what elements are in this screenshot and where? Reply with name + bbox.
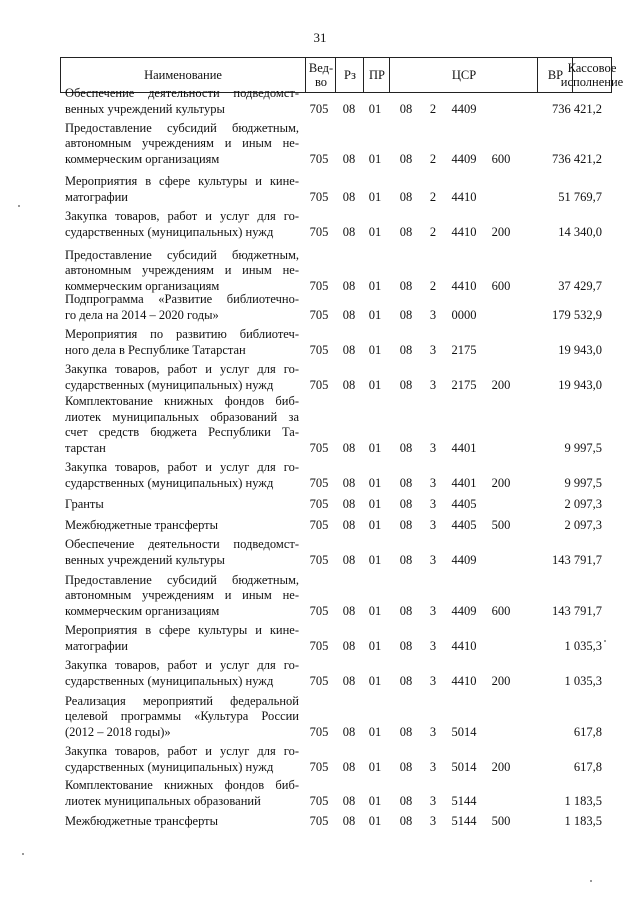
cell-rz: 08: [342, 793, 356, 808]
scan-speck: [590, 880, 592, 882]
cell-name: [65, 460, 299, 491]
cell-amount: 51 769,7: [558, 189, 602, 204]
cell-name: [65, 744, 299, 775]
cell-csr-subprogram: 2: [429, 224, 437, 239]
cell-vr: 200: [491, 759, 511, 774]
cell-csr-subprogram: 3: [429, 673, 437, 688]
cell-vedomstvo: 705: [309, 673, 329, 688]
cell-csr-code: 5014: [451, 759, 477, 774]
cell-name-line: коммерческим организациям: [65, 151, 220, 166]
cell-csr-code: 4409: [451, 151, 477, 166]
cell-csr-subprogram: 3: [429, 475, 437, 490]
cell-name-line: Обеспечение деятельности подведомст-: [65, 537, 299, 551]
cell-csr-program: 08: [399, 278, 413, 293]
cell-csr-subprogram: 3: [429, 517, 437, 532]
cell-name-line: венных учреждений культуры: [65, 552, 225, 567]
cell-vedomstvo: 705: [309, 440, 329, 455]
table-row: [0, 174, 640, 205]
cell-csr-subprogram: 3: [429, 552, 437, 567]
cell-name-line: коммерческим организациям: [65, 278, 220, 293]
cell-rz: 08: [342, 496, 356, 511]
cell-csr-code: 2175: [451, 342, 477, 357]
cell-name: [65, 778, 299, 809]
cell-vedomstvo: 705: [309, 496, 329, 511]
cell-amount: 736 421,2: [552, 101, 602, 116]
cell-vedomstvo: 705: [309, 307, 329, 322]
cell-csr-code: 4410: [451, 278, 477, 293]
cell-name: [65, 658, 299, 689]
cell-rz: 08: [342, 189, 356, 204]
cell-pr: 01: [368, 342, 382, 357]
cell-csr-code: 4401: [451, 440, 477, 455]
cell-name-line: ного дела в Республике Татарстан: [65, 342, 246, 357]
cell-name-line: тарстан: [65, 440, 106, 455]
cell-pr: 01: [368, 475, 382, 490]
table-row: [0, 572, 640, 619]
cell-csr-subprogram: 3: [429, 496, 437, 511]
cell-name-line: (2012 – 2018 годы)»: [65, 724, 171, 739]
cell-csr-program: 08: [399, 517, 413, 532]
table-row: [0, 460, 640, 491]
cell-name: [65, 86, 299, 117]
cell-csr-program: 08: [399, 151, 413, 166]
cell-name: [65, 362, 299, 393]
cell-csr-subprogram: 3: [429, 813, 437, 828]
cell-name-line: Предоставление субсидий бюджетным,: [65, 247, 299, 262]
cell-pr: 01: [368, 759, 382, 774]
cell-vedomstvo: 705: [309, 603, 329, 618]
header-pr: ПР: [363, 58, 390, 92]
cell-name-line: сударственных (муниципальных) нужд: [65, 673, 274, 688]
cell-pr: 01: [368, 793, 382, 808]
cell-amount: 1 183,5: [564, 793, 602, 808]
cell-vr: 600: [491, 151, 511, 166]
cell-pr: 01: [368, 603, 382, 618]
cell-csr-code: 4409: [451, 552, 477, 567]
cell-name-line: Закупка товаров, работ и услуг для го-: [65, 209, 299, 223]
header-rz: Рз: [335, 58, 364, 92]
table-row: [0, 658, 640, 689]
cell-csr-subprogram: 2: [429, 189, 437, 204]
header-vedomstvo: Вед- во: [305, 58, 336, 92]
cell-vedomstvo: 705: [309, 813, 329, 828]
cell-pr: 01: [368, 552, 382, 567]
cell-amount: 617,8: [573, 724, 602, 739]
cell-vedomstvo: 705: [309, 278, 329, 293]
cell-pr: 01: [368, 377, 382, 392]
cell-name-line: сударственных (муниципальных) нужд: [65, 224, 274, 239]
cell-name-line: автономным учреждениям и иным не-: [65, 136, 299, 150]
cell-csr-program: 08: [399, 307, 413, 322]
cell-name: [65, 327, 299, 358]
page-number: 31: [313, 30, 327, 45]
cell-rz: 08: [342, 440, 356, 455]
cell-vr: 200: [491, 673, 511, 688]
header-name: Наименование: [144, 68, 222, 82]
cell-csr-program: 08: [399, 793, 413, 808]
table-row: [0, 209, 640, 240]
cell-rz: 08: [342, 673, 356, 688]
cell-rz: 08: [342, 342, 356, 357]
table-row: [0, 623, 640, 654]
cell-csr-code: 2175: [451, 377, 477, 392]
cell-name-line: матографии: [65, 189, 129, 204]
cell-name-line: венных учреждений культуры: [65, 101, 225, 116]
cell-vedomstvo: 705: [309, 189, 329, 204]
cell-name: [65, 121, 299, 168]
header-vr: ВР: [537, 58, 573, 92]
scan-speck: [22, 853, 24, 855]
table-row: [0, 362, 640, 393]
cell-name-line: Межбюджетные трансферты: [65, 517, 219, 532]
cell-pr: 01: [368, 638, 382, 653]
table-row: [0, 120, 640, 167]
cell-pr: 01: [368, 813, 382, 828]
table-row: [0, 813, 640, 829]
cell-name: [65, 248, 299, 295]
cell-vedomstvo: 705: [309, 101, 329, 116]
cell-vr: 500: [491, 813, 511, 828]
cell-csr-program: 08: [399, 673, 413, 688]
cell-vedomstvo: 705: [309, 224, 329, 239]
cell-name-line: Закупка товаров, работ и услуг для го-: [65, 460, 299, 474]
cell-csr-subprogram: 3: [429, 307, 437, 322]
cell-name-line: го дела на 2014 – 2020 годы»: [65, 307, 219, 322]
cell-name: [65, 623, 299, 654]
cell-csr-subprogram: 3: [429, 377, 437, 392]
cell-name-line: Предоставление субсидий бюджетным,: [65, 572, 299, 587]
cell-name: [65, 573, 299, 620]
cell-pr: 01: [368, 307, 382, 322]
cell-amount: 143 791,7: [552, 552, 602, 567]
cell-name: [65, 537, 299, 568]
cell-vr: 200: [491, 475, 511, 490]
cell-csr-subprogram: 3: [429, 759, 437, 774]
cell-csr-code: 4410: [451, 638, 477, 653]
cell-name-line: Обеспечение деятельности подведомст-: [65, 86, 299, 100]
cell-name-line: Мероприятия в сфере культуры и кине-: [65, 174, 299, 188]
cell-name: [65, 497, 299, 513]
cell-name-line: счет средств бюджета Республики Та-: [65, 425, 299, 439]
cell-name-line: коммерческим организациям: [65, 603, 220, 618]
cell-amount: 2 097,3: [564, 517, 602, 532]
cell-amount: 19 943,0: [558, 342, 602, 357]
cell-csr-subprogram: 3: [429, 724, 437, 739]
cell-rz: 08: [342, 552, 356, 567]
table-row: [0, 693, 640, 740]
cell-csr-subprogram: 3: [429, 342, 437, 357]
cell-pr: 01: [368, 189, 382, 204]
cell-vedomstvo: 705: [309, 517, 329, 532]
cell-csr-program: 08: [399, 759, 413, 774]
cell-name-line: матографии: [65, 638, 129, 653]
cell-rz: 08: [342, 475, 356, 490]
cell-vr: 200: [491, 377, 511, 392]
cell-vr: 600: [491, 603, 511, 618]
cell-rz: 08: [342, 224, 356, 239]
cell-amount: 19 943,0: [558, 377, 602, 392]
cell-amount: 1 035,3: [564, 673, 602, 688]
cell-name-line: Межбюджетные трансферты: [65, 813, 219, 828]
cell-amount: 1 183,5: [564, 813, 602, 828]
cell-csr-program: 08: [399, 475, 413, 490]
header-csr: ЦСР: [389, 58, 538, 92]
cell-name-line: Закупка товаров, работ и услуг для го-: [65, 658, 299, 672]
cell-rz: 08: [342, 813, 356, 828]
cell-csr-program: 08: [399, 552, 413, 567]
cell-name-line: Реализация мероприятий федеральной: [65, 693, 299, 708]
cell-csr-code: 4410: [451, 673, 477, 688]
table-row: [0, 744, 640, 775]
cell-name-line: лиотек муниципальных образований: [65, 793, 261, 808]
cell-rz: 08: [342, 603, 356, 618]
cell-pr: 01: [368, 440, 382, 455]
cell-vedomstvo: 705: [309, 638, 329, 653]
cell-vedomstvo: 705: [309, 342, 329, 357]
cell-csr-code: 5014: [451, 724, 477, 739]
cell-csr-code: 4405: [451, 517, 477, 532]
cell-name-line: Мероприятия по развитию библиотеч-: [65, 327, 299, 341]
table-row: [0, 778, 640, 809]
cell-rz: 08: [342, 759, 356, 774]
cell-csr-program: 08: [399, 101, 413, 116]
cell-csr-program: 08: [399, 813, 413, 828]
cell-csr-program: 08: [399, 224, 413, 239]
cell-amount: 9 997,5: [564, 475, 602, 490]
cell-csr-subprogram: 3: [429, 603, 437, 618]
cell-name-line: сударственных (муниципальных) нужд: [65, 475, 274, 490]
cell-name-line: Подпрограмма «Развитие библиотечно-: [65, 292, 299, 306]
cell-vr: 200: [491, 224, 511, 239]
cell-rz: 08: [342, 377, 356, 392]
cell-csr-code: 4409: [451, 101, 477, 116]
cell-name-line: автономным учреждениям и иным не-: [65, 588, 299, 602]
cell-pr: 01: [368, 224, 382, 239]
table-row: [0, 86, 640, 117]
cell-name: [65, 694, 299, 741]
cell-csr-subprogram: 3: [429, 638, 437, 653]
cell-rz: 08: [342, 724, 356, 739]
cell-amount: 179 532,9: [552, 307, 602, 322]
cell-name-line: Комплектование книжных фондов биб-: [65, 778, 299, 792]
cell-csr-code: 4401: [451, 475, 477, 490]
cell-csr-program: 08: [399, 440, 413, 455]
cell-csr-program: 08: [399, 342, 413, 357]
cell-vedomstvo: 705: [309, 552, 329, 567]
table-row: [0, 537, 640, 568]
cell-rz: 08: [342, 517, 356, 532]
cell-csr-code: 5144: [451, 793, 477, 808]
cell-vedomstvo: 705: [309, 151, 329, 166]
cell-pr: 01: [368, 101, 382, 116]
cell-amount: 37 429,7: [558, 278, 602, 293]
cell-amount: 9 997,5: [564, 440, 602, 455]
cell-name-line: Мероприятия в сфере культуры и кине-: [65, 623, 299, 637]
cell-name-line: Закупка товаров, работ и услуг для го-: [65, 744, 299, 758]
cell-csr-code: 4410: [451, 224, 477, 239]
cell-name: [65, 174, 299, 205]
table-row: [0, 496, 640, 512]
cell-rz: 08: [342, 278, 356, 293]
cell-rz: 08: [342, 151, 356, 166]
cell-csr-program: 08: [399, 496, 413, 511]
cell-csr-code: 4410: [451, 189, 477, 204]
cell-vedomstvo: 705: [309, 793, 329, 808]
cell-rz: 08: [342, 307, 356, 322]
cell-amount: 736 421,2: [552, 151, 602, 166]
cell-pr: 01: [368, 517, 382, 532]
cell-name-line: Гранты: [65, 496, 104, 511]
cell-vedomstvo: 705: [309, 377, 329, 392]
cell-pr: 01: [368, 673, 382, 688]
cell-name-line: сударственных (муниципальных) нужд: [65, 759, 274, 774]
cell-pr: 01: [368, 278, 382, 293]
cell-name-line: сударственных (муниципальных) нужд: [65, 377, 274, 392]
cell-name-line: Комплектование книжных фондов биб-: [65, 394, 299, 408]
cell-rz: 08: [342, 638, 356, 653]
cell-csr-program: 08: [399, 377, 413, 392]
cell-name: [65, 209, 299, 240]
cell-rz: 08: [342, 101, 356, 116]
table-row: [0, 517, 640, 533]
cell-name-line: лиотек муниципальных образований за: [65, 409, 299, 424]
cell-csr-code: 4409: [451, 603, 477, 618]
cell-csr-program: 08: [399, 724, 413, 739]
cell-pr: 01: [368, 724, 382, 739]
cell-csr-program: 08: [399, 603, 413, 618]
table-row: [0, 292, 640, 323]
cell-csr-code: 0000: [451, 307, 477, 322]
cell-amount: 14 340,0: [558, 224, 602, 239]
cell-csr-subprogram: 3: [429, 440, 437, 455]
cell-vedomstvo: 705: [309, 475, 329, 490]
cell-vr: 600: [491, 278, 511, 293]
cell-csr-subprogram: 2: [429, 278, 437, 293]
table-row: [0, 394, 640, 456]
cell-amount: 1 035,3: [564, 638, 602, 653]
cell-csr-subprogram: 2: [429, 151, 437, 166]
cell-name-line: автономным учреждениям и иным не-: [65, 263, 299, 277]
cell-vr: 500: [491, 517, 511, 532]
cell-name: [65, 518, 299, 534]
table-row: [0, 327, 640, 358]
cell-amount: 143 791,7: [552, 603, 602, 618]
cell-csr-program: 08: [399, 189, 413, 204]
cell-pr: 01: [368, 496, 382, 511]
scan-speck: [604, 640, 606, 642]
cell-name-line: целевой программы «Культура России: [65, 709, 299, 723]
cell-csr-code: 5144: [451, 813, 477, 828]
cell-amount: 2 097,3: [564, 496, 602, 511]
cell-name: [65, 394, 299, 456]
cell-vedomstvo: 705: [309, 724, 329, 739]
cell-name: [65, 814, 299, 830]
cell-pr: 01: [368, 151, 382, 166]
cell-csr-subprogram: 2: [429, 101, 437, 116]
cell-csr-subprogram: 3: [429, 793, 437, 808]
cell-csr-program: 08: [399, 638, 413, 653]
cell-csr-code: 4405: [451, 496, 477, 511]
header-amount: Кассовое исполнение: [572, 58, 611, 92]
cell-vedomstvo: 705: [309, 759, 329, 774]
cell-name-line: Закупка товаров, работ и услуг для го-: [65, 362, 299, 376]
cell-name: [65, 292, 299, 323]
cell-name-line: Предоставление субсидий бюджетным,: [65, 120, 299, 135]
cell-amount: 617,8: [573, 759, 602, 774]
scan-speck: [18, 205, 20, 207]
